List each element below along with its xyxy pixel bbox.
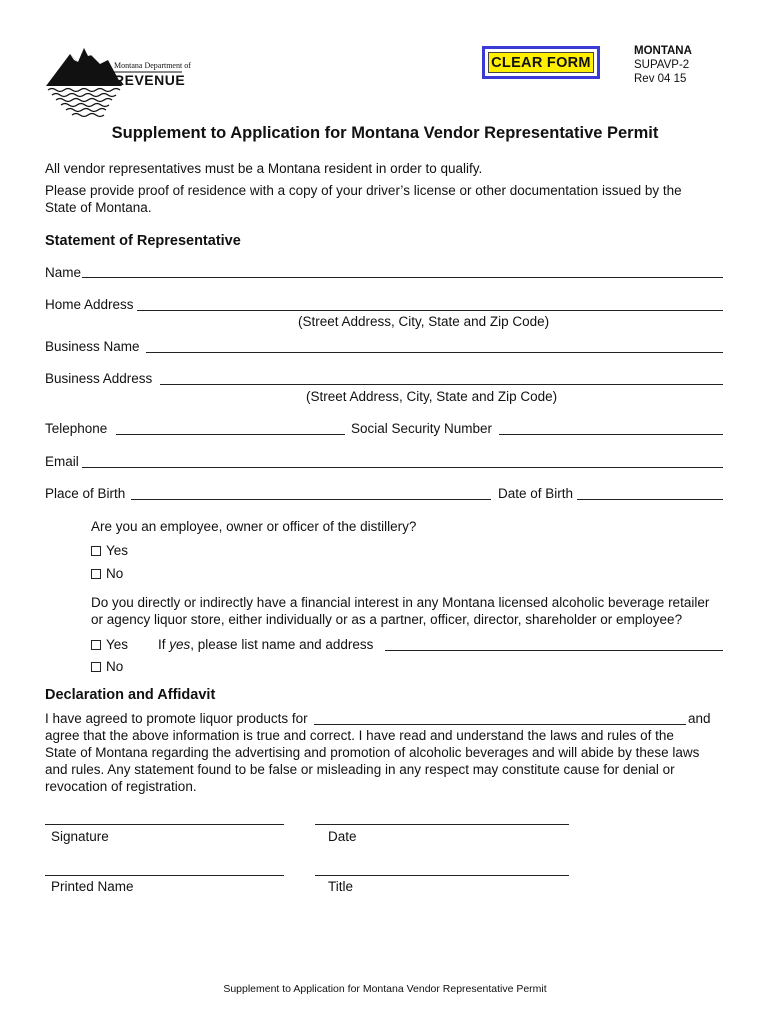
printed-name-label: Printed Name <box>51 879 134 894</box>
declaration-line-4: and rules. Any statement found to be false or misleading in any respect may constitute cause for denial or <box>45 762 675 777</box>
printed-name-field[interactable] <box>45 860 284 876</box>
clear-form-label: CLEAR FORM <box>488 52 594 73</box>
q1-no-option[interactable] <box>91 565 123 582</box>
question-employee: Are you an employee, owner or officer of the distillery? <box>91 519 417 534</box>
signature-field[interactable] <box>45 809 284 825</box>
ssn-field[interactable] <box>499 419 723 435</box>
q1-yes-checkbox[interactable] <box>91 546 101 556</box>
form-code-block <box>634 44 692 86</box>
q2-yes-label: Yes <box>106 637 129 652</box>
page-title: Supplement to Application for Montana Vendor Representative Permit <box>111 124 659 142</box>
promoted-products-field[interactable] <box>314 709 686 725</box>
clear-form-button[interactable] <box>482 46 600 79</box>
name-label: Name <box>45 265 82 280</box>
ssn-label: Social Security Number <box>351 421 493 436</box>
revision: Rev 04 15 <box>634 73 687 85</box>
q2-no-label: No <box>106 659 124 674</box>
business-address-hint: (Street Address, City, State and Zip Code) <box>306 389 558 404</box>
financial-interest-field[interactable] <box>385 635 723 651</box>
place-of-birth-label: Place of Birth <box>45 486 126 501</box>
telephone-field[interactable] <box>116 419 345 435</box>
logo-revenue-text: REVENUE <box>114 72 186 88</box>
date-of-birth-label: Date of Birth <box>498 486 574 501</box>
revenue-logo <box>44 44 191 120</box>
question-financial-line-2: or agency liquor store, either individually or as a partner, officer, director, shareholder or employee? <box>91 612 683 627</box>
q2-no-checkbox[interactable] <box>91 662 101 672</box>
business-address-field[interactable] <box>160 369 723 385</box>
date-of-birth-field[interactable] <box>577 484 723 500</box>
signature-label: Signature <box>51 829 109 844</box>
name-field[interactable] <box>82 262 723 278</box>
telephone-label: Telephone <box>45 421 108 436</box>
date-label: Date <box>328 829 357 844</box>
q1-no-checkbox[interactable] <box>91 569 101 579</box>
q1-no-label: No <box>106 566 124 581</box>
business-name-label: Business Name <box>45 339 140 354</box>
intro-line-2: Please provide proof of residence with a copy of your driver’s license or other documentation issued by the <box>45 183 682 198</box>
page-footer: Supplement to Application for Montana Vendor Representative Permit <box>223 983 547 995</box>
q1-yes-label: Yes <box>106 543 129 558</box>
date-field[interactable] <box>315 809 569 825</box>
intro-line-1: All vendor representatives must be a Montana resident in order to qualify. <box>45 161 483 176</box>
home-address-hint: (Street Address, City, State and Zip Code) <box>298 314 550 329</box>
logo-dept-text: Montana Department of <box>114 61 191 70</box>
state-label: MONTANA <box>634 45 692 57</box>
email-field[interactable] <box>82 452 723 468</box>
question-financial-line-1: Do you directly or indirectly have a financial interest in any Montana licensed alcoholic beverage retailer <box>91 595 710 610</box>
declaration-line-2: agree that the above information is true and correct. I have read and understand the laws and rules of the <box>45 728 674 743</box>
business-name-field[interactable] <box>146 337 723 353</box>
declaration-line-3: State of Montana regarding the advertising and promotion of alcoholic beverages and will abide by these laws <box>45 745 700 760</box>
q2-yes-option[interactable] <box>91 636 128 653</box>
home-address-field[interactable] <box>137 295 723 311</box>
title-field[interactable] <box>315 860 569 876</box>
title-label: Title <box>328 879 354 894</box>
home-address-label: Home Address <box>45 297 134 312</box>
place-of-birth-field[interactable] <box>131 484 491 500</box>
declaration-heading: Declaration and Affidavit <box>45 687 216 703</box>
q1-yes-option[interactable] <box>91 542 128 559</box>
q2-yes-checkbox[interactable] <box>91 640 101 650</box>
q2-if-yes-label: If yes, please list name and address <box>158 637 374 652</box>
form-code: SUPAVP-2 <box>634 59 690 71</box>
statement-heading: Statement of Representative <box>45 233 241 249</box>
intro-line-3: State of Montana. <box>45 200 152 215</box>
declaration-line-5: revocation of registration. <box>45 779 197 794</box>
email-label: Email <box>45 454 79 469</box>
business-address-label: Business Address <box>45 371 153 386</box>
declaration-line-1-pre: I have agreed to promote liquor products for <box>45 711 308 726</box>
q2-no-option[interactable] <box>91 658 123 675</box>
declaration-line-1-post: and <box>688 711 711 726</box>
